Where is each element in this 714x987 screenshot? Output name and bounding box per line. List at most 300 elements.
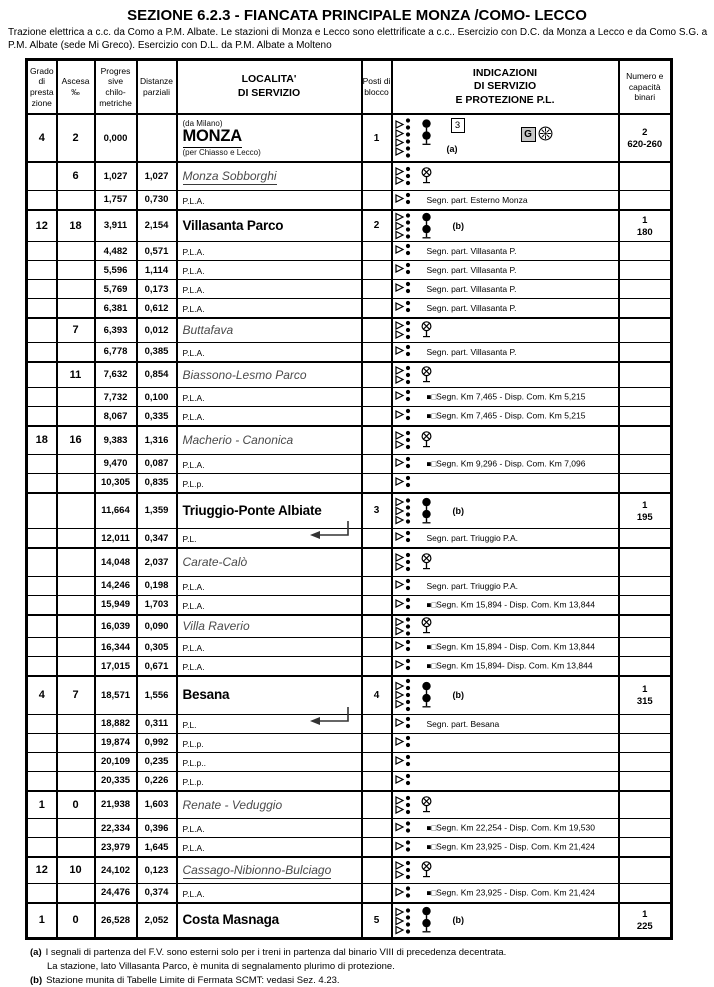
cell-localita bbox=[177, 576, 362, 595]
cell-progressiva-chilometrica: 6,381 bbox=[95, 299, 137, 319]
cell-indicazioni bbox=[392, 733, 619, 752]
table-row bbox=[27, 114, 672, 162]
cell-localita bbox=[177, 903, 362, 939]
cell-grado-prestazione bbox=[27, 548, 57, 576]
cell-progressiva-chilometrica: 23,979 bbox=[95, 838, 137, 858]
cell-indicazioni bbox=[392, 838, 619, 858]
cell-numero-capacita-binari bbox=[619, 493, 672, 529]
cell-grado-prestazione bbox=[27, 819, 57, 838]
cell-distanza-parziale: 0,090 bbox=[137, 615, 177, 638]
cell-distanza-parziale: 1,114 bbox=[137, 261, 177, 280]
cell-numero-capacita-binari bbox=[619, 791, 672, 819]
indication-text: ■□Segn. Km 22,254 - Disp. Com. Km 19,530 bbox=[426, 822, 595, 833]
cell-grado-prestazione bbox=[27, 576, 57, 595]
cell-grado-prestazione bbox=[27, 299, 57, 319]
table-row bbox=[27, 388, 672, 407]
indication-text: Segn. part. Villasanta P. bbox=[426, 245, 517, 256]
cell-posti-di-blocco bbox=[362, 615, 392, 638]
signal-squares-icon: ■□ bbox=[426, 392, 437, 402]
cell-ascesa bbox=[57, 242, 95, 261]
cell-ascesa: 11 bbox=[57, 362, 95, 388]
cell-distanza-parziale: 1,027 bbox=[137, 162, 177, 190]
cell-progressiva-chilometrica: 14,246 bbox=[95, 576, 137, 595]
track-level-crossing-schematic bbox=[393, 407, 412, 422]
cell-distanza-parziale: 2,052 bbox=[137, 903, 177, 939]
cell-grado-prestazione bbox=[27, 242, 57, 261]
cell-progressiva-chilometrica: 20,335 bbox=[95, 771, 137, 791]
cell-distanza-parziale: 1,703 bbox=[137, 595, 177, 615]
halt-name: Macherio - Canonica bbox=[182, 433, 294, 448]
cell-distanza-parziale: 0,374 bbox=[137, 883, 177, 903]
cell-indicazioni bbox=[392, 548, 619, 576]
table-row bbox=[27, 190, 672, 210]
cell-indicazioni bbox=[392, 714, 619, 733]
table-row bbox=[27, 318, 672, 342]
indication-text: Segn. part. Villasanta P. bbox=[426, 283, 517, 294]
cell-progressiva-chilometrica: 10,305 bbox=[95, 473, 137, 493]
cell-distanza-parziale: 0,087 bbox=[137, 454, 177, 473]
cell-ascesa bbox=[57, 657, 95, 677]
indication-text: ■□Segn. Km 23,925 - Disp. Com. Km 21,424 bbox=[426, 841, 595, 852]
cell-numero-capacita-binari bbox=[619, 883, 672, 903]
cell-posti-di-blocco bbox=[362, 388, 392, 407]
cell-posti-di-blocco bbox=[362, 883, 392, 903]
cell-ascesa bbox=[57, 714, 95, 733]
cell-distanza-parziale: 0,198 bbox=[137, 576, 177, 595]
cell-grado-prestazione bbox=[27, 342, 57, 362]
station-signals-icon bbox=[420, 212, 433, 239]
cell-indicazioni bbox=[392, 752, 619, 771]
cell-posti-di-blocco bbox=[362, 548, 392, 576]
table-row bbox=[27, 342, 672, 362]
cell-localita bbox=[177, 638, 362, 657]
cell-posti-di-blocco bbox=[362, 752, 392, 771]
cell-ascesa bbox=[57, 388, 95, 407]
cell-ascesa bbox=[57, 838, 95, 858]
cell-grado-prestazione bbox=[27, 473, 57, 493]
cell-grado-prestazione bbox=[27, 638, 57, 657]
binari-count: 1 bbox=[642, 214, 648, 226]
cell-indicazioni bbox=[392, 576, 619, 595]
cell-posti-di-blocco bbox=[362, 857, 392, 883]
track-level-crossing-schematic bbox=[393, 427, 412, 453]
track-number-badge: 3 bbox=[451, 118, 465, 133]
halt-name: Carate-Calò bbox=[182, 555, 248, 570]
footnotes bbox=[30, 946, 714, 987]
cell-posti-di-blocco bbox=[362, 595, 392, 615]
station-name: Villasanta Parco bbox=[182, 217, 284, 233]
cell-distanza-parziale: 0,226 bbox=[137, 771, 177, 791]
fiancata-table bbox=[25, 58, 673, 940]
cell-numero-capacita-binari bbox=[619, 714, 672, 733]
track-level-crossing-schematic bbox=[393, 792, 412, 818]
level-crossing-label: P.L.p. bbox=[182, 478, 204, 489]
track-level-crossing-schematic bbox=[393, 772, 412, 787]
indication-text: ■□Segn. Km 7,465 - Disp. Com. Km 5,215 bbox=[426, 410, 586, 421]
level-crossing-label: P.L.A. bbox=[182, 285, 205, 295]
binari-count: 1 bbox=[642, 499, 648, 511]
cell-numero-capacita-binari bbox=[619, 771, 672, 791]
cell-distanza-parziale: 0,612 bbox=[137, 299, 177, 319]
table-row bbox=[27, 242, 672, 261]
signal-squares-icon: ■□ bbox=[426, 823, 437, 833]
indication-text: ■□Segn. Km 15,894 - Disp. Com. Km 13,844 bbox=[426, 599, 595, 609]
cell-distanza-parziale: 0,671 bbox=[137, 657, 177, 677]
return-arrow-icon bbox=[307, 520, 353, 542]
halt-icon bbox=[420, 617, 433, 635]
cell-posti-di-blocco bbox=[362, 318, 392, 342]
signal-squares-icon: ■□ bbox=[426, 459, 437, 468]
level-crossing-label: P.L. bbox=[182, 719, 197, 730]
cell-progressiva-chilometrica: 5,596 bbox=[95, 261, 137, 280]
cell-posti-di-blocco bbox=[362, 529, 392, 549]
return-arrow-icon bbox=[307, 706, 353, 728]
cell-posti-di-blocco bbox=[362, 299, 392, 319]
footnote-line-1: La stazione, lato Villasanta Parco, è munita di segnalamento plurimo di protezione. bbox=[47, 960, 395, 972]
halt-icon bbox=[420, 796, 433, 814]
level-crossing-label: P.L.A. bbox=[182, 600, 205, 611]
halt-name: Biassono-Lesmo Parco bbox=[182, 367, 307, 382]
column-header-2: Progres sive chilo- metriche bbox=[95, 60, 137, 115]
cell-localita bbox=[177, 190, 362, 210]
track-level-crossing-schematic bbox=[393, 115, 412, 161]
cell-indicazioni bbox=[392, 493, 619, 529]
column-header-0: Grado di presta zione bbox=[27, 60, 57, 115]
cell-indicazioni bbox=[392, 676, 619, 714]
cell-localita bbox=[177, 114, 362, 162]
cell-numero-capacita-binari bbox=[619, 595, 672, 615]
cell-indicazioni bbox=[392, 819, 619, 838]
cell-localita bbox=[177, 771, 362, 791]
table-row bbox=[27, 299, 672, 319]
cell-ascesa bbox=[57, 819, 95, 838]
cell-indicazioni bbox=[392, 190, 619, 210]
level-crossing-label: P.L.A. bbox=[182, 888, 205, 899]
cell-grado-prestazione bbox=[27, 454, 57, 473]
binari-count: 1 bbox=[642, 684, 648, 696]
cell-localita bbox=[177, 362, 362, 388]
cell-indicazioni bbox=[392, 595, 619, 615]
cell-posti-di-blocco: 4 bbox=[362, 676, 392, 714]
cell-grado-prestazione bbox=[27, 714, 57, 733]
track-level-crossing-schematic bbox=[393, 474, 412, 489]
cell-localita bbox=[177, 318, 362, 342]
cell-distanza-parziale: 1,556 bbox=[137, 676, 177, 714]
cell-indicazioni bbox=[392, 318, 619, 342]
cell-grado-prestazione bbox=[27, 733, 57, 752]
cell-numero-capacita-binari bbox=[619, 638, 672, 657]
cell-numero-capacita-binari bbox=[619, 407, 672, 427]
cell-grado-prestazione: 4 bbox=[27, 114, 57, 162]
track-level-crossing-schematic bbox=[393, 455, 412, 470]
cell-progressiva-chilometrica: 18,882 bbox=[95, 714, 137, 733]
level-crossing-label: P.L.A. bbox=[182, 581, 205, 592]
cell-posti-di-blocco: 5 bbox=[362, 903, 392, 939]
cell-grado-prestazione: 1 bbox=[27, 791, 57, 819]
cell-posti-di-blocco bbox=[362, 838, 392, 858]
cell-localita bbox=[177, 615, 362, 638]
cell-distanza-parziale: 0,730 bbox=[137, 190, 177, 210]
cell-progressiva-chilometrica: 22,334 bbox=[95, 819, 137, 838]
cell-grado-prestazione bbox=[27, 190, 57, 210]
cell-posti-di-blocco bbox=[362, 638, 392, 657]
cell-progressiva-chilometrica: 18,571 bbox=[95, 676, 137, 714]
binari-capacity: 195 bbox=[636, 511, 653, 523]
indication-text: Segn. part. Triuggio P.A. bbox=[426, 532, 519, 543]
cell-indicazioni bbox=[392, 342, 619, 362]
cell-numero-capacita-binari bbox=[619, 342, 672, 362]
halt-name: Cassago-Nibionno-Bulciago bbox=[182, 863, 332, 878]
signal-squares-icon: ■□ bbox=[426, 600, 437, 609]
cell-localita bbox=[177, 407, 362, 427]
cell-distanza-parziale: 2,154 bbox=[137, 210, 177, 242]
cell-progressiva-chilometrica: 6,393 bbox=[95, 318, 137, 342]
cell-ascesa bbox=[57, 190, 95, 210]
level-crossing-label: P.L.A. bbox=[182, 266, 205, 276]
track-level-crossing-schematic bbox=[393, 638, 412, 653]
column-header-6: INDICAZIONI DI SERVIZIO E PROTEZIONE P.L. bbox=[392, 60, 619, 115]
cell-posti-di-blocco bbox=[362, 576, 392, 595]
cell-progressiva-chilometrica: 16,344 bbox=[95, 638, 137, 657]
cell-distanza-parziale: 0,123 bbox=[137, 857, 177, 883]
halt-icon bbox=[420, 366, 433, 384]
halt-icon bbox=[420, 167, 433, 185]
cell-grado-prestazione bbox=[27, 407, 57, 427]
cell-numero-capacita-binari bbox=[619, 838, 672, 858]
indication-text: ■□Segn. Km 15,894- Disp. Com. Km 13,844 bbox=[426, 660, 593, 671]
track-level-crossing-schematic bbox=[393, 494, 412, 528]
table-row bbox=[27, 657, 672, 677]
table-row bbox=[27, 819, 672, 838]
cell-localita bbox=[177, 426, 362, 454]
station-origin-note: (da Milano) bbox=[182, 119, 223, 129]
cell-distanza-parziale: 0,571 bbox=[137, 242, 177, 261]
cell-localita bbox=[177, 819, 362, 838]
cell-numero-capacita-binari bbox=[619, 299, 672, 319]
table-body bbox=[27, 114, 672, 939]
cell-localita bbox=[177, 595, 362, 615]
footnote-line-2: (b) Stazione munita di Tabelle Limite di Fermata SCMT: vedasi Sez. 4.23. bbox=[30, 974, 340, 986]
cell-numero-capacita-binari bbox=[619, 819, 672, 838]
cell-posti-di-blocco bbox=[362, 162, 392, 190]
cell-numero-capacita-binari bbox=[619, 473, 672, 493]
cell-indicazioni bbox=[392, 529, 619, 549]
column-header-5: Posti di blocco bbox=[362, 60, 392, 115]
cell-progressiva-chilometrica: 26,528 bbox=[95, 903, 137, 939]
cell-numero-capacita-binari bbox=[619, 210, 672, 242]
cell-localita bbox=[177, 261, 362, 280]
cell-localita bbox=[177, 388, 362, 407]
cell-indicazioni bbox=[392, 407, 619, 427]
cell-grado-prestazione bbox=[27, 883, 57, 903]
cell-grado-prestazione: 1 bbox=[27, 903, 57, 939]
cell-localita bbox=[177, 838, 362, 858]
cell-ascesa bbox=[57, 280, 95, 299]
cell-indicazioni bbox=[392, 280, 619, 299]
cell-grado-prestazione: 12 bbox=[27, 857, 57, 883]
track-level-crossing-schematic bbox=[393, 734, 412, 749]
cell-numero-capacita-binari bbox=[619, 261, 672, 280]
cell-localita bbox=[177, 657, 362, 677]
level-crossing-label: P.L.A. bbox=[182, 643, 205, 653]
station-name: MONZA bbox=[183, 128, 243, 147]
track-level-crossing-schematic bbox=[393, 549, 412, 575]
cell-indicazioni bbox=[392, 299, 619, 319]
cell-ascesa bbox=[57, 638, 95, 657]
cell-ascesa bbox=[57, 576, 95, 595]
column-header-3: Distanze parziali bbox=[137, 60, 177, 115]
cell-indicazioni bbox=[392, 615, 619, 638]
indication-text: ■□Segn. Km 23,925 - Disp. Com. Km 21,424 bbox=[426, 887, 595, 897]
table-row bbox=[27, 752, 672, 771]
track-level-crossing-schematic bbox=[393, 319, 412, 341]
cell-distanza-parziale: 2,037 bbox=[137, 548, 177, 576]
level-crossing-label: P.L.p. bbox=[182, 738, 204, 749]
level-crossing-label: P.L.A. bbox=[182, 195, 205, 206]
cell-localita bbox=[177, 493, 362, 529]
cell-ascesa: 2 bbox=[57, 114, 95, 162]
cell-indicazioni bbox=[392, 261, 619, 280]
cell-distanza-parziale: 0,385 bbox=[137, 342, 177, 362]
cell-posti-di-blocco bbox=[362, 791, 392, 819]
cell-ascesa bbox=[57, 883, 95, 903]
track-level-crossing-schematic bbox=[393, 280, 412, 295]
cell-progressiva-chilometrica: 0,000 bbox=[95, 114, 137, 162]
track-level-crossing-schematic bbox=[393, 363, 412, 387]
cell-indicazioni bbox=[392, 114, 619, 162]
cell-ascesa bbox=[57, 529, 95, 549]
track-level-crossing-schematic bbox=[393, 529, 412, 544]
cell-posti-di-blocco bbox=[362, 261, 392, 280]
cell-numero-capacita-binari bbox=[619, 752, 672, 771]
cell-indicazioni bbox=[392, 162, 619, 190]
cell-progressiva-chilometrica: 9,383 bbox=[95, 426, 137, 454]
cell-numero-capacita-binari bbox=[619, 162, 672, 190]
cell-indicazioni bbox=[392, 473, 619, 493]
cell-numero-capacita-binari bbox=[619, 318, 672, 342]
cell-progressiva-chilometrica: 4,482 bbox=[95, 242, 137, 261]
station-signals-icon bbox=[420, 907, 433, 934]
track-level-crossing-schematic bbox=[393, 261, 412, 276]
cell-progressiva-chilometrica: 5,769 bbox=[95, 280, 137, 299]
level-crossing-label: P.L.A. bbox=[182, 459, 205, 470]
track-level-crossing-schematic bbox=[393, 884, 412, 900]
footnote-line-0: (a) I segnali di partenza del F.V. sono esterni solo per i treni in partenza dal binario VIII di precedenza decentrata. bbox=[30, 947, 507, 958]
indication-text: Segn. part. Villasanta P. bbox=[426, 264, 517, 275]
cell-grado-prestazione: 4 bbox=[27, 676, 57, 714]
cell-ascesa: 16 bbox=[57, 426, 95, 454]
table-row bbox=[27, 903, 672, 939]
cell-indicazioni bbox=[392, 388, 619, 407]
cell-posti-di-blocco bbox=[362, 714, 392, 733]
cell-grado-prestazione bbox=[27, 615, 57, 638]
cell-distanza-parziale: 1,316 bbox=[137, 426, 177, 454]
indication-text: Segn. part. Villasanta P. bbox=[426, 346, 517, 357]
cell-ascesa: 0 bbox=[57, 791, 95, 819]
station-name: Besana bbox=[182, 687, 230, 703]
cell-localita bbox=[177, 299, 362, 319]
cell-localita bbox=[177, 752, 362, 771]
indication-text: Segn. part. Esterno Monza bbox=[426, 194, 528, 205]
level-crossing-label: P.L.p. bbox=[182, 776, 204, 787]
cell-posti-di-blocco bbox=[362, 407, 392, 427]
table-header-row bbox=[27, 60, 672, 115]
cell-ascesa bbox=[57, 752, 95, 771]
table-row bbox=[27, 407, 672, 427]
station-name: Triuggio-Ponte Albiate bbox=[182, 502, 322, 518]
cell-progressiva-chilometrica: 9,470 bbox=[95, 454, 137, 473]
cell-indicazioni bbox=[392, 426, 619, 454]
cell-progressiva-chilometrica: 16,039 bbox=[95, 615, 137, 638]
cell-posti-di-blocco bbox=[362, 426, 392, 454]
cell-numero-capacita-binari bbox=[619, 426, 672, 454]
cell-grado-prestazione bbox=[27, 657, 57, 677]
footnote-ref: (b) bbox=[452, 690, 464, 701]
table-row bbox=[27, 576, 672, 595]
level-crossing-label: P.L.A. bbox=[182, 247, 205, 257]
level-crossing-label: P.L.A. bbox=[182, 393, 205, 403]
cell-posti-di-blocco: 3 bbox=[362, 493, 392, 529]
table-row bbox=[27, 615, 672, 638]
cell-localita bbox=[177, 342, 362, 362]
table-row bbox=[27, 261, 672, 280]
halt-name: Monza Sobborghi bbox=[182, 169, 277, 184]
cell-distanza-parziale: 0,835 bbox=[137, 473, 177, 493]
cell-posti-di-blocco: 2 bbox=[362, 210, 392, 242]
halt-icon bbox=[420, 321, 433, 339]
table-row bbox=[27, 454, 672, 473]
cell-ascesa bbox=[57, 473, 95, 493]
cell-distanza-parziale: 1,603 bbox=[137, 791, 177, 819]
cell-progressiva-chilometrica: 24,102 bbox=[95, 857, 137, 883]
cell-ascesa: 18 bbox=[57, 210, 95, 242]
footnote-ref: (b) bbox=[452, 220, 464, 231]
cell-numero-capacita-binari bbox=[619, 454, 672, 473]
table-row bbox=[27, 883, 672, 903]
cell-numero-capacita-binari bbox=[619, 657, 672, 677]
cell-indicazioni bbox=[392, 638, 619, 657]
cell-indicazioni bbox=[392, 454, 619, 473]
halt-icon bbox=[420, 861, 433, 879]
halt-name: Buttafava bbox=[182, 323, 234, 338]
table-row bbox=[27, 771, 672, 791]
track-level-crossing-schematic bbox=[393, 616, 412, 637]
cell-progressiva-chilometrica: 1,027 bbox=[95, 162, 137, 190]
station-signals-icon bbox=[420, 682, 433, 709]
footnote-ref: (a) bbox=[446, 144, 458, 154]
cell-progressiva-chilometrica: 24,476 bbox=[95, 883, 137, 903]
cell-distanza-parziale: 0,235 bbox=[137, 752, 177, 771]
track-level-crossing-schematic bbox=[393, 838, 412, 854]
track-level-crossing-schematic bbox=[393, 191, 412, 206]
table-row bbox=[27, 857, 672, 883]
g-badge: G bbox=[521, 127, 536, 142]
table-row bbox=[27, 493, 672, 529]
halt-name: Villa Raverio bbox=[182, 619, 250, 634]
cell-grado-prestazione bbox=[27, 771, 57, 791]
cell-grado-prestazione bbox=[27, 388, 57, 407]
cell-posti-di-blocco bbox=[362, 362, 392, 388]
page-title: SEZIONE 6.2.3 - FIANCATA PRINCIPALE MONZA /COMO- LECCO bbox=[127, 7, 587, 24]
footnote-ref: (b) bbox=[452, 915, 464, 926]
level-crossing-label: P.L.A. bbox=[182, 824, 205, 834]
cell-numero-capacita-binari bbox=[619, 733, 672, 752]
cell-grado-prestazione: 18 bbox=[27, 426, 57, 454]
table-row bbox=[27, 426, 672, 454]
cell-numero-capacita-binari bbox=[619, 280, 672, 299]
page-subtitle: Trazione elettrica a c.c. da Como a P.M. Albate. Le stazioni di Monza e Lecco sono elettrificate a c.c.. Esercizio con D.C. da Monza a Lecco e da Como S.G. a P.M. Albate (sede Mi Greco). Esercizio con D.L. da P.M. Albate a Molteno bbox=[8, 27, 708, 51]
cell-ascesa bbox=[57, 548, 95, 576]
